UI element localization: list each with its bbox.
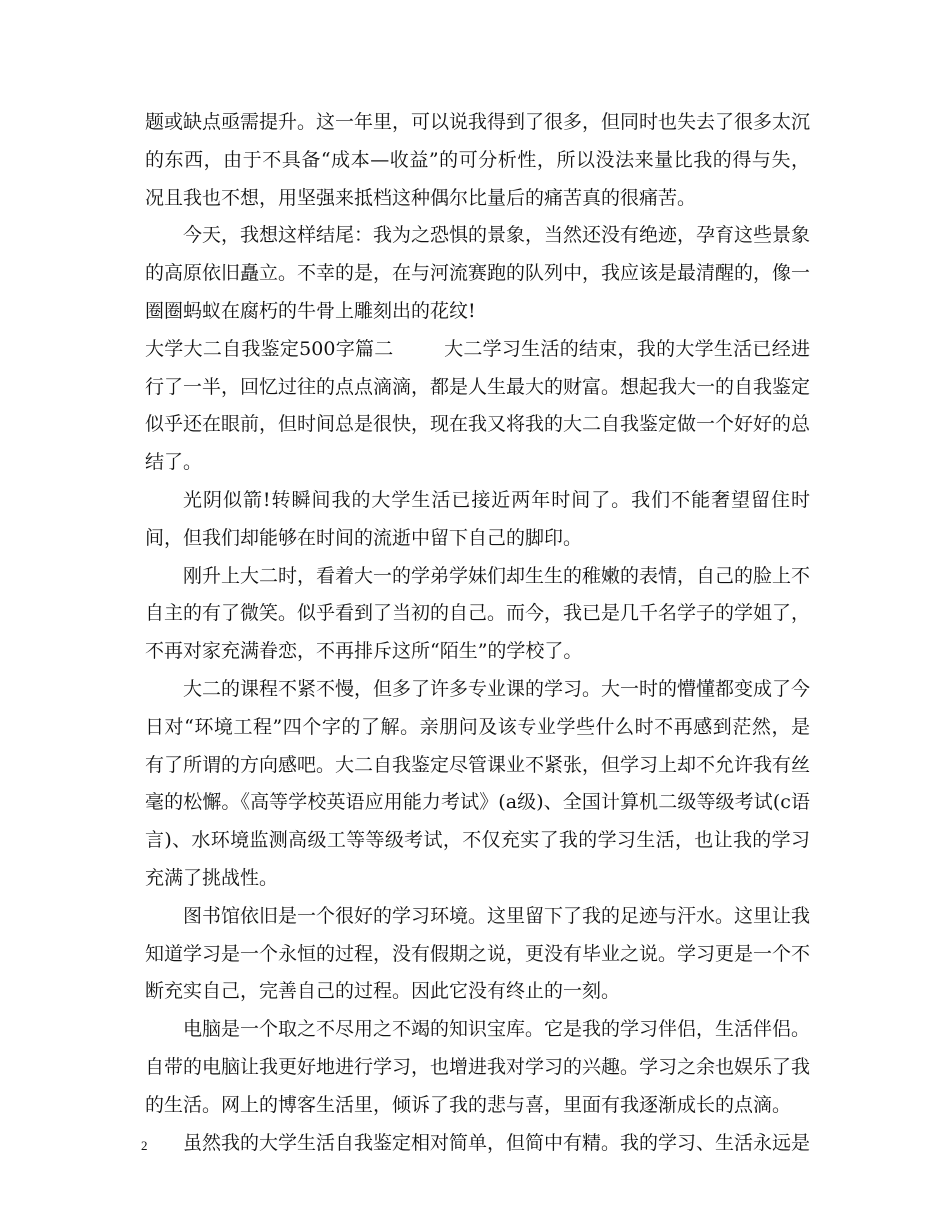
paragraph-6: 大二的课程不紧不慢，但多了许多专业课的学习。大一时的懵懂都变成了今日对“环境工程”四个字的了解。亲朋问及该专业学些什么时不再感到茫然，是有了所谓的方向感吧。大二自我鉴定尽管课业不紧张，但学习上却不允许我有丝毫的松懈。《高等学校英语应用能力考试》(a级)、全国计算机二级等级考试(c语言)、水环境监测高级工等等级考试，不仅充实了我的学习生活，也让我的学习充满了挑战性。	[145, 677, 811, 889]
paragraph-4: 光阴似箭!转瞬间我的大学生活已接近两年时间了。我们不能奢望留住时间，但我们却能够在时间的流逝中留下自己的脚印。	[145, 488, 810, 549]
paragraph-8: 电脑是一个取之不尽用之不竭的知识宝库。它是我的学习伴侣，生活伴侣。自带的电脑让我更好地进行学习，也增进我对学习的兴趣。学习之余也娱乐了我的生活。网上的博客生活里，倾诉了我的悲与喜，里面有我逐渐成长的点滴。	[145, 1018, 811, 1116]
paragraph-7: 图书馆依旧是一个很好的学习环境。这里留下了我的足迹与汗水。这里让我知道学习是一个永恒的过程，没有假期之说，更没有毕业之说。学习更是一个不断充实自己，完善自己的过程。因此它没有终止的一刻。	[145, 904, 811, 1003]
paragraph-3-text: 大二学习生活的结束，我的大学生活已经进行了一半，回忆过往的点点滴滴，都是人生最大的财富。想起我大一的自我鉴定似乎还在眼前，但时间总是很快，现在我又将我的大二自我鉴定做一个好好的总结了。	[145, 337, 811, 474]
paragraph-1: 题或缺点亟需提升。这一年里，可以说我得到了很多，但同时也失去了很多太沉的东西，由于不具备“成本—收益”的可分析性，所以没法来量比我的得与失，况且我也不想，用坚强来抵档这种偶尔比量后的痛苦真的很痛苦。	[145, 111, 811, 209]
paragraph-3	[145, 331, 810, 482]
heading-gap	[394, 338, 445, 360]
document-body	[145, 104, 810, 1162]
paragraph-2: 今天，我想这样结尾：我为之恐惧的景象，当然还没有绝迹，孕育这些景象的高原依旧矗立。不幸的是，在与河流赛跑的队列中，我应该是最清醒的，像一圈圈蚂蚁在腐朽的牛骨上雕刻出的花纹!	[145, 224, 811, 322]
section-heading: 大学大二自我鉴定500字篇二	[145, 337, 394, 360]
paragraph-5: 刚升上大二时，看着大一的学弟学妹们却生生的稚嫩的表情，自己的脸上不自主的有了微笑。似乎看到了当初的自己。而今，我已是几千名学子的学姐了，不再对家充满眷恋，不再排斥这所“陌生”的学校了。	[145, 564, 811, 663]
paragraph-9: 虽然我的大学生活自我鉴定相对简单，但简中有精。我的学习、生活永远是	[183, 1131, 811, 1154]
page-number: 2	[141, 1138, 148, 1153]
